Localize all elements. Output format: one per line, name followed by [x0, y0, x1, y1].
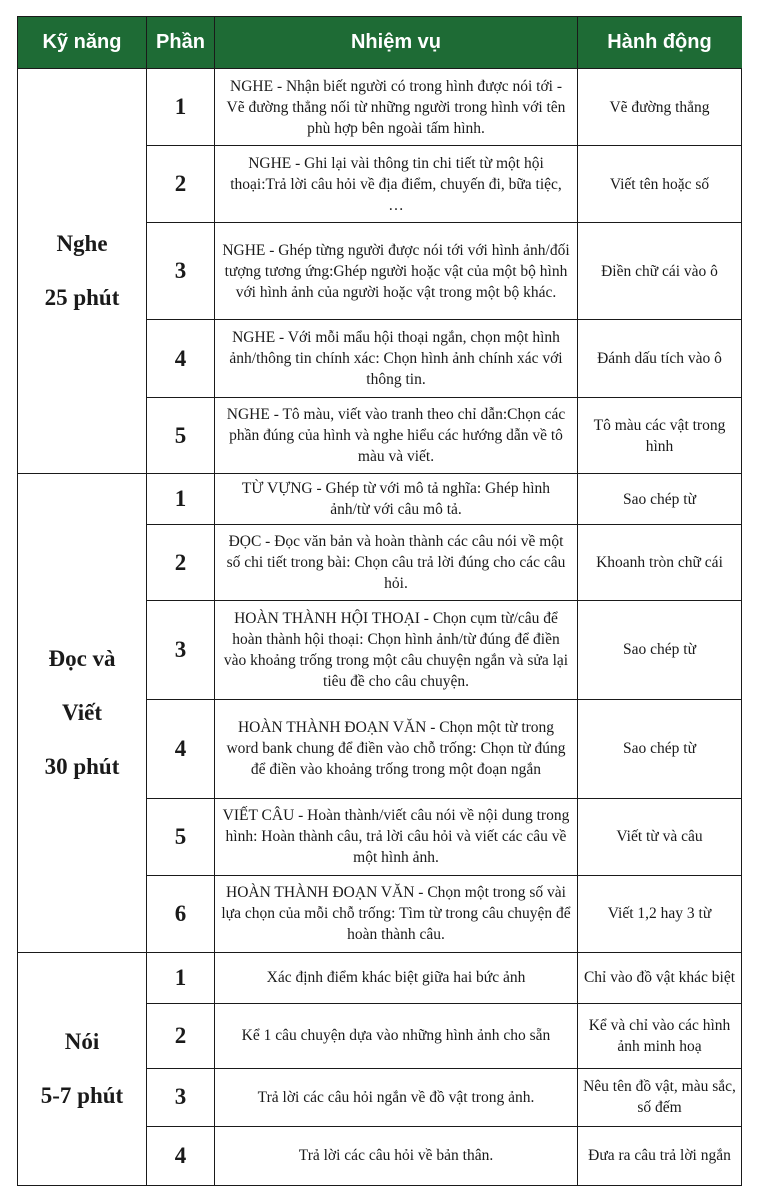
header-action: Hành động — [578, 17, 742, 69]
part-number: 4 — [147, 699, 215, 798]
skill-cell-speaking — [18, 952, 147, 1185]
header-skill: Kỹ năng — [18, 17, 147, 69]
part-number: 1 — [147, 69, 215, 146]
skill-cell-reading-writing — [18, 474, 147, 952]
task-description: ĐỌC - Đọc văn bản và hoàn thành các câu nói về một số chi tiết trong bài: Chọn câu trả lời đúng cho các câu hỏi. — [215, 525, 578, 601]
action-description: Kể và chỉ vào các hình ảnh minh hoạ — [578, 1003, 742, 1068]
part-number: 3 — [147, 1068, 215, 1126]
action-description: Viết từ và câu — [578, 798, 742, 875]
task-description: TỪ VỰNG - Ghép từ với mô tả nghĩa: Ghép hình ảnh/từ với câu mô tả. — [215, 474, 578, 525]
task-description: NGHE - Ghi lại vài thông tin chi tiết từ một hội thoại:Trả lời câu hỏi về địa điểm, chuyến đi, bữa tiệc, … — [215, 146, 578, 223]
task-description: NGHE - Với mỗi mẩu hội thoại ngắn, chọn một hình ảnh/thông tin chính xác: Chọn hình ảnh chính xác với thông tin. — [215, 320, 578, 398]
task-description: NGHE - Ghép từng người được nói tới với hình ảnh/đối tượng tương ứng:Ghép người hoặc vật của một bộ hình với hình ảnh của người hoặc vật trong một bộ khác. — [215, 223, 578, 320]
skill-name: Đọc và — [48, 646, 116, 672]
action-description: Khoanh tròn chữ cái — [578, 525, 742, 601]
action-description: Sao chép từ — [578, 699, 742, 798]
skill-duration: 30 phút — [44, 754, 120, 780]
action-description: Đánh dấu tích vào ô — [578, 320, 742, 398]
table-header-row — [18, 17, 742, 69]
table-row — [18, 474, 742, 525]
part-number: 2 — [147, 146, 215, 223]
header-task: Nhiệm vụ — [215, 17, 578, 69]
table-row — [18, 69, 742, 146]
skill-duration: 5-7 phút — [40, 1082, 124, 1108]
task-description: Trả lời các câu hỏi ngắn về đồ vật trong ảnh. — [215, 1068, 578, 1126]
part-number: 6 — [147, 875, 215, 952]
skill-name: Nói — [64, 1028, 100, 1054]
table-row — [18, 952, 742, 1003]
part-number: 3 — [147, 601, 215, 699]
action-description: Tô màu các vật trong hình — [578, 398, 742, 474]
skill-duration: 25 phút — [44, 285, 120, 311]
part-number: 2 — [147, 1003, 215, 1068]
action-description: Vẽ đường thẳng — [578, 69, 742, 146]
part-number: 1 — [147, 952, 215, 1003]
part-number: 4 — [147, 320, 215, 398]
exam-structure-table — [17, 16, 742, 1186]
action-description: Viết 1,2 hay 3 từ — [578, 875, 742, 952]
task-description: HOÀN THÀNH ĐOẠN VĂN - Chọn một trong số vài lựa chọn của mỗi chỗ trống: Tìm từ trong câu chuyện để hoàn thành câu. — [215, 875, 578, 952]
action-description: Sao chép từ — [578, 601, 742, 699]
task-description: HOÀN THÀNH ĐOẠN VĂN - Chọn một từ trong word bank chung để điền vào chỗ trống: Chọn từ đúng để điền vào khoảng trống trong một đoạn ngắn — [215, 699, 578, 798]
action-description: Điền chữ cái vào ô — [578, 223, 742, 320]
action-description: Đưa ra câu trả lời ngắn — [578, 1126, 742, 1185]
action-description: Nêu tên đồ vật, màu sắc, số đếm — [578, 1068, 742, 1126]
task-description: Xác định điểm khác biệt giữa hai bức ảnh — [215, 952, 578, 1003]
part-number: 5 — [147, 798, 215, 875]
skill-name: Viết — [61, 700, 102, 726]
task-description: Kể 1 câu chuyện dựa vào những hình ảnh cho sẵn — [215, 1003, 578, 1068]
skill-cell-listening — [18, 69, 147, 474]
part-number: 5 — [147, 398, 215, 474]
task-description: NGHE - Tô màu, viết vào tranh theo chỉ dẫn:Chọn các phần đúng của hình và nghe hiểu các hướng dẫn về tô màu và viết. — [215, 398, 578, 474]
part-number: 2 — [147, 525, 215, 601]
part-number: 1 — [147, 474, 215, 525]
task-description: Trả lời các câu hỏi về bản thân. — [215, 1126, 578, 1185]
task-description: HOÀN THÀNH HỘI THOẠI - Chọn cụm từ/câu để hoàn thành hội thoại: Chọn hình ảnh/từ đúng để điền vào khoảng trống trong một câu chuyện ngắn và sửa lại tiêu đề cho câu chuyện. — [215, 601, 578, 699]
task-description: NGHE - Nhận biết người có trong hình được nói tới - Vẽ đường thẳng nối từ những người trong hình với tên phù hợp bên ngoài tấm hình. — [215, 69, 578, 146]
action-description: Sao chép từ — [578, 474, 742, 525]
skill-name: Nghe — [56, 231, 108, 257]
task-description: VIẾT CÂU - Hoàn thành/viết câu nói về nội dung trong hình: Hoàn thành câu, trả lời câu hỏi và viết các câu về một hình ảnh. — [215, 798, 578, 875]
part-number: 3 — [147, 223, 215, 320]
action-description: Chỉ vào đồ vật khác biệt — [578, 952, 742, 1003]
action-description: Viết tên hoặc số — [578, 146, 742, 223]
header-part: Phần — [147, 17, 215, 69]
part-number: 4 — [147, 1126, 215, 1185]
